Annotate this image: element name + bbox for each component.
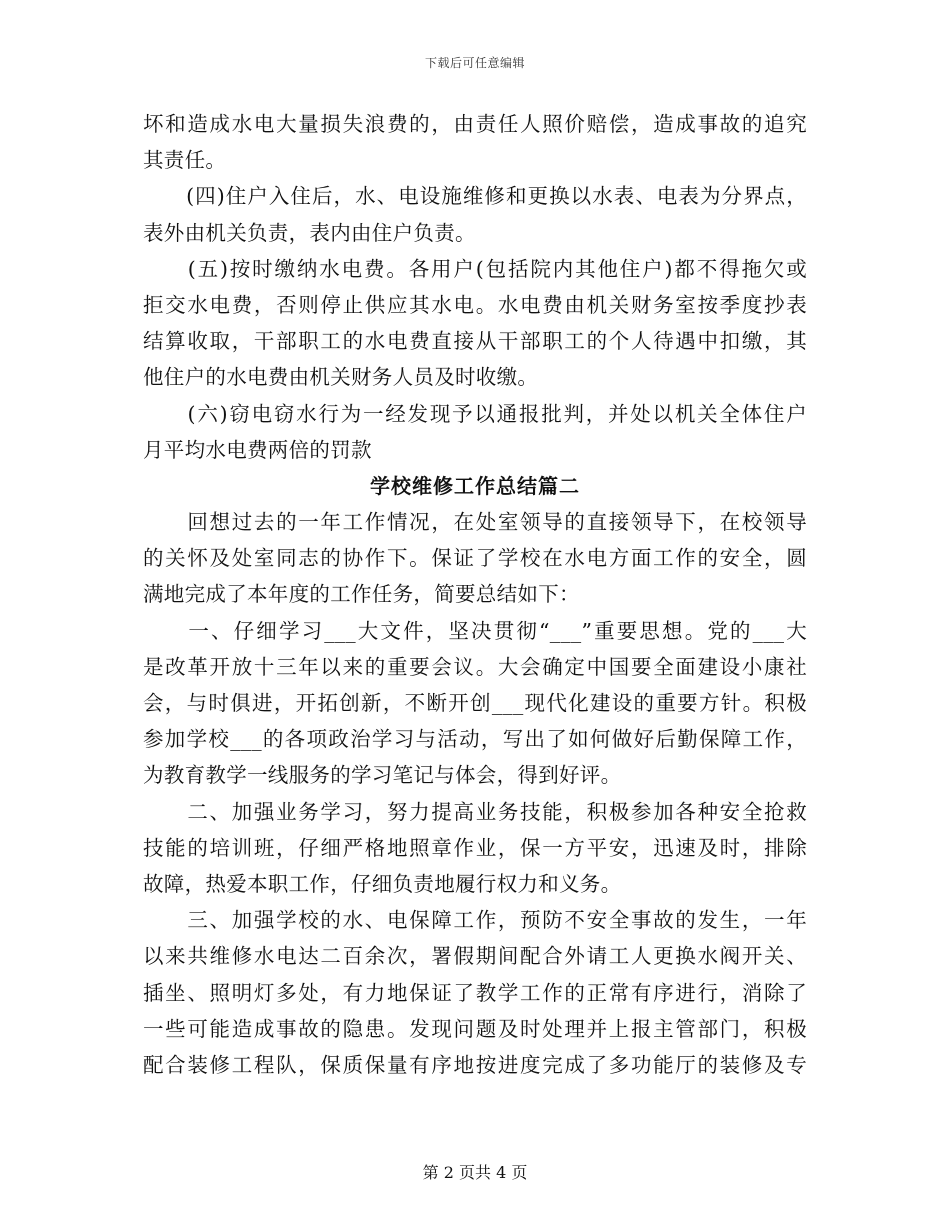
section-title: 学校维修工作总结篇二 [370, 473, 580, 498]
text-line: 一、仔细学习___大文件，坚决贯彻“___”重要思想。党的___大 [143, 618, 807, 643]
text-line: 以来共维修水电达二百余次，署假期间配合外请工人更换水阀开关、 [143, 944, 807, 969]
text-line: 的关怀及处室同志的协作下。保证了学校在水电方面工作的安全，圆 [143, 546, 807, 571]
text-line: 为教育教学一线服务的学习笔记与体会，得到好评。 [143, 763, 622, 788]
text-line: 三、加强学校的水、电保障工作，预防不安全事故的发生，一年 [143, 908, 807, 933]
text-line: 会，与时俱进，开拓创新，不断开创___现代化建设的重要方针。积极 [143, 691, 807, 715]
text-line: 回想过去的一年工作情况，在处室领导的直接领导下，在校领导 [143, 510, 807, 535]
text-line: 参加学校___的各项政治学习与活动，写出了如何做好后勤保障工作， [143, 727, 807, 752]
page-header: 下载后可任意编辑 [424, 56, 525, 70]
text-line: 拒交水电费，否则停止供应其水电。水电费由机关财务室按季度抄表 [143, 292, 807, 317]
text-line: 满地完成了本年度的工作任务，简要总结如下： [143, 582, 580, 607]
text-line: (五)按时缴纳水电费。各用户(包括院内其他住户)都不得拖欠或 [143, 256, 807, 281]
text-line: 二、加强业务学习，努力提高业务技能，积极参加各种安全抢救 [143, 799, 807, 824]
text-line: (四)住户入住后，水、电设施维修和更换以水表、电表为分界点， [143, 184, 807, 209]
text-line: 配合装修工程队，保质保量有序地按进度完成了多功能厅的装修及专 [143, 1052, 807, 1077]
text-line: 结算收取，干部职工的水电费直接从干部职工的个人待遇中扣缴，其 [143, 329, 807, 354]
text-line: 故障，热爱本职工作，仔细负责地履行权力和义务。 [143, 871, 622, 896]
page-footer: 第 2 页共 4 页 [422, 1163, 528, 1182]
text-line: 表外由机关负责，表内由住户负责。 [143, 220, 476, 245]
text-line: 其责任。 [143, 148, 227, 173]
text-line: 技能的培训班，仔细严格地照章作业，保一方平安，迅速及时，排除 [143, 835, 807, 860]
text-line: 他住户的水电费由机关财务人员及时收缴。 [143, 365, 539, 390]
text-line: 插坐、照明灯多处，有力地保证了教学工作的正常有序进行，消除了 [143, 980, 807, 1005]
text-line: 一些可能造成事故的隐患。发现问题及时处理并上报主管部门，积极 [143, 1016, 807, 1041]
text-line: (六)窃电窃水行为一经发现予以通报批判，并处以机关全体住户 [143, 401, 807, 426]
document-body [143, 106, 807, 1083]
text-line: 是改革开放十三年以来的重要会议。大会确定中国要全面建设小康社 [143, 654, 807, 679]
text-line: 月平均水电费两倍的罚款 [143, 437, 372, 462]
text-line: 坏和造成水电大量损失浪费的，由责任人照价赔偿，造成事故的追究 [143, 112, 807, 136]
